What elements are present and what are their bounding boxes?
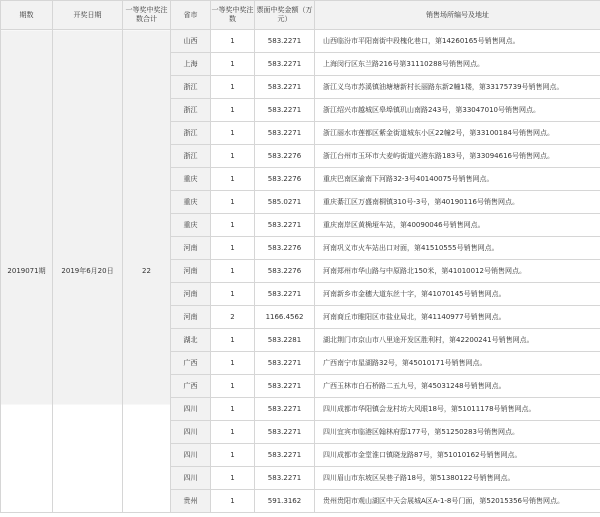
winner-count-cell: 1 xyxy=(211,30,255,53)
header-period: 期数 xyxy=(1,1,53,30)
winner-count-cell: 1 xyxy=(211,467,255,490)
total-winners-cell: 22 xyxy=(123,30,171,513)
address-cell: 广西玉林市白石桥路二五九号，第45031248号销售网点。 xyxy=(315,375,600,398)
header-address: 销售场所编号及地址 xyxy=(315,1,600,30)
amount-cell: 585.0271 xyxy=(255,191,315,214)
amount-cell: 583.2271 xyxy=(255,398,315,421)
winner-count-cell: 1 xyxy=(211,375,255,398)
header-draw-date: 开奖日期 xyxy=(53,1,123,30)
province-cell: 重庆 xyxy=(171,191,211,214)
address-cell: 河南郑州市华山路与中原路北150米，第41010012号销售网点。 xyxy=(315,260,600,283)
amount-cell: 583.2276 xyxy=(255,260,315,283)
address-cell: 重庆巴南区渝南下河路32-3号40140075号销售网点。 xyxy=(315,168,600,191)
table-header-row xyxy=(1,1,600,30)
amount-cell: 583.2271 xyxy=(255,421,315,444)
province-cell: 湖北 xyxy=(171,329,211,352)
province-cell: 浙江 xyxy=(171,76,211,99)
winner-count-cell: 1 xyxy=(211,421,255,444)
province-cell: 广西 xyxy=(171,352,211,375)
winner-count-cell: 1 xyxy=(211,168,255,191)
province-cell: 贵州 xyxy=(171,490,211,513)
address-cell: 河南新乡市金穗大道东丝十字，第41070145号销售网点。 xyxy=(315,283,600,306)
province-cell: 河南 xyxy=(171,283,211,306)
address-cell: 四川宜宾市临港区翰林府邸177号，第51250283号销售网点。 xyxy=(315,421,600,444)
winner-count-cell: 1 xyxy=(211,214,255,237)
header-province: 省市 xyxy=(171,1,211,30)
address-cell: 四川眉山市东坡区吴巷子路18号，第51380122号销售网点。 xyxy=(315,467,600,490)
winner-count-cell: 1 xyxy=(211,352,255,375)
amount-cell: 583.2271 xyxy=(255,214,315,237)
amount-cell: 583.2271 xyxy=(255,467,315,490)
winner-count-cell: 1 xyxy=(211,490,255,513)
winner-count-cell: 1 xyxy=(211,145,255,168)
province-cell: 四川 xyxy=(171,444,211,467)
amount-cell: 583.2271 xyxy=(255,122,315,145)
winner-count-cell: 1 xyxy=(211,329,255,352)
header-winner-count: 一等奖中奖注数 xyxy=(211,1,255,30)
amount-cell: 583.2271 xyxy=(255,76,315,99)
table-row xyxy=(1,30,600,53)
amount-cell: 583.2271 xyxy=(255,352,315,375)
header-amount: 票面中奖金额（万元） xyxy=(255,1,315,30)
address-cell: 河南商丘市睢阳区市盐业局北，第41140977号销售网点。 xyxy=(315,306,600,329)
address-cell: 上海闵行区东兰路216号第31110288号销售网点。 xyxy=(315,53,600,76)
table-body xyxy=(1,30,600,513)
winner-count-cell: 1 xyxy=(211,444,255,467)
address-cell: 贵州贵阳市观山湖区中天会展城A区A-1-8号门面，第52015356号销售网点。 xyxy=(315,490,600,513)
province-cell: 浙江 xyxy=(171,99,211,122)
address-cell: 浙江绍兴市越城区皋埠镇玑山南路243号，第33047010号销售网点。 xyxy=(315,99,600,122)
address-cell: 湖北荆门市京山市八里途开发区胜利村，第42200241号销售网点。 xyxy=(315,329,600,352)
amount-cell: 583.2271 xyxy=(255,30,315,53)
amount-cell: 583.2271 xyxy=(255,99,315,122)
province-cell: 河南 xyxy=(171,306,211,329)
winner-count-cell: 1 xyxy=(211,237,255,260)
amount-cell: 583.2276 xyxy=(255,168,315,191)
winner-count-cell: 1 xyxy=(211,53,255,76)
province-cell: 上海 xyxy=(171,53,211,76)
amount-cell: 591.3162 xyxy=(255,490,315,513)
address-cell: 浙江义乌市苏溪镇油塘塘新村长丽路东新2幢1楼，第33175739号销售网点。 xyxy=(315,76,600,99)
province-cell: 四川 xyxy=(171,421,211,444)
amount-cell: 583.2271 xyxy=(255,375,315,398)
header-total-winners: 一等奖中奖注数合计 xyxy=(123,1,171,30)
province-cell: 四川 xyxy=(171,467,211,490)
address-cell: 河南巩义市火车站出口对面，第41510555号销售网点。 xyxy=(315,237,600,260)
address-cell: 重庆南岸区黄桷垭车站，第40090046号销售网点。 xyxy=(315,214,600,237)
address-cell: 广西南宁市星湖路32号，第45010171号销售网点。 xyxy=(315,352,600,375)
winner-count-cell: 1 xyxy=(211,283,255,306)
period-cell: 2019071期 xyxy=(1,30,53,513)
address-cell: 四川成都市金堂淮口镇晓龙路87号，第51010162号销售网点。 xyxy=(315,444,600,467)
winner-count-cell: 1 xyxy=(211,76,255,99)
province-cell: 山西 xyxy=(171,30,211,53)
winner-count-cell: 1 xyxy=(211,122,255,145)
address-cell: 重庆綦江区万盛南桐镇310号-3号，第40190116号销售网点。 xyxy=(315,191,600,214)
province-cell: 重庆 xyxy=(171,214,211,237)
province-cell: 浙江 xyxy=(171,122,211,145)
province-cell: 广西 xyxy=(171,375,211,398)
province-cell: 四川 xyxy=(171,398,211,421)
amount-cell: 583.2276 xyxy=(255,237,315,260)
address-cell: 山西临汾市平阳南街中段槐化巷口，第14260165号销售网点。 xyxy=(315,30,600,53)
address-cell: 四川成都市华阳镇会龙村坊大风眼18号，第51011178号销售网点。 xyxy=(315,398,600,421)
province-cell: 河南 xyxy=(171,260,211,283)
winner-count-cell: 1 xyxy=(211,191,255,214)
amount-cell: 583.2276 xyxy=(255,145,315,168)
address-cell: 浙江丽水市莲都区紫金街道城东小区22幢2号，第33100184号销售网点。 xyxy=(315,122,600,145)
winner-count-cell: 1 xyxy=(211,99,255,122)
draw-date-cell: 2019年6月20日 xyxy=(53,30,123,513)
amount-cell: 583.2271 xyxy=(255,53,315,76)
amount-cell: 583.2271 xyxy=(255,283,315,306)
winner-count-cell: 1 xyxy=(211,398,255,421)
amount-cell: 583.2271 xyxy=(255,444,315,467)
winner-count-cell: 1 xyxy=(211,260,255,283)
amount-cell: 1166.4562 xyxy=(255,306,315,329)
amount-cell: 583.2281 xyxy=(255,329,315,352)
province-cell: 浙江 xyxy=(171,145,211,168)
province-cell: 河南 xyxy=(171,237,211,260)
address-cell: 浙江台州市玉环市大麦屿街道兴港东路183号，第33094616号销售网点。 xyxy=(315,145,600,168)
winner-count-cell: 2 xyxy=(211,306,255,329)
province-cell: 重庆 xyxy=(171,168,211,191)
